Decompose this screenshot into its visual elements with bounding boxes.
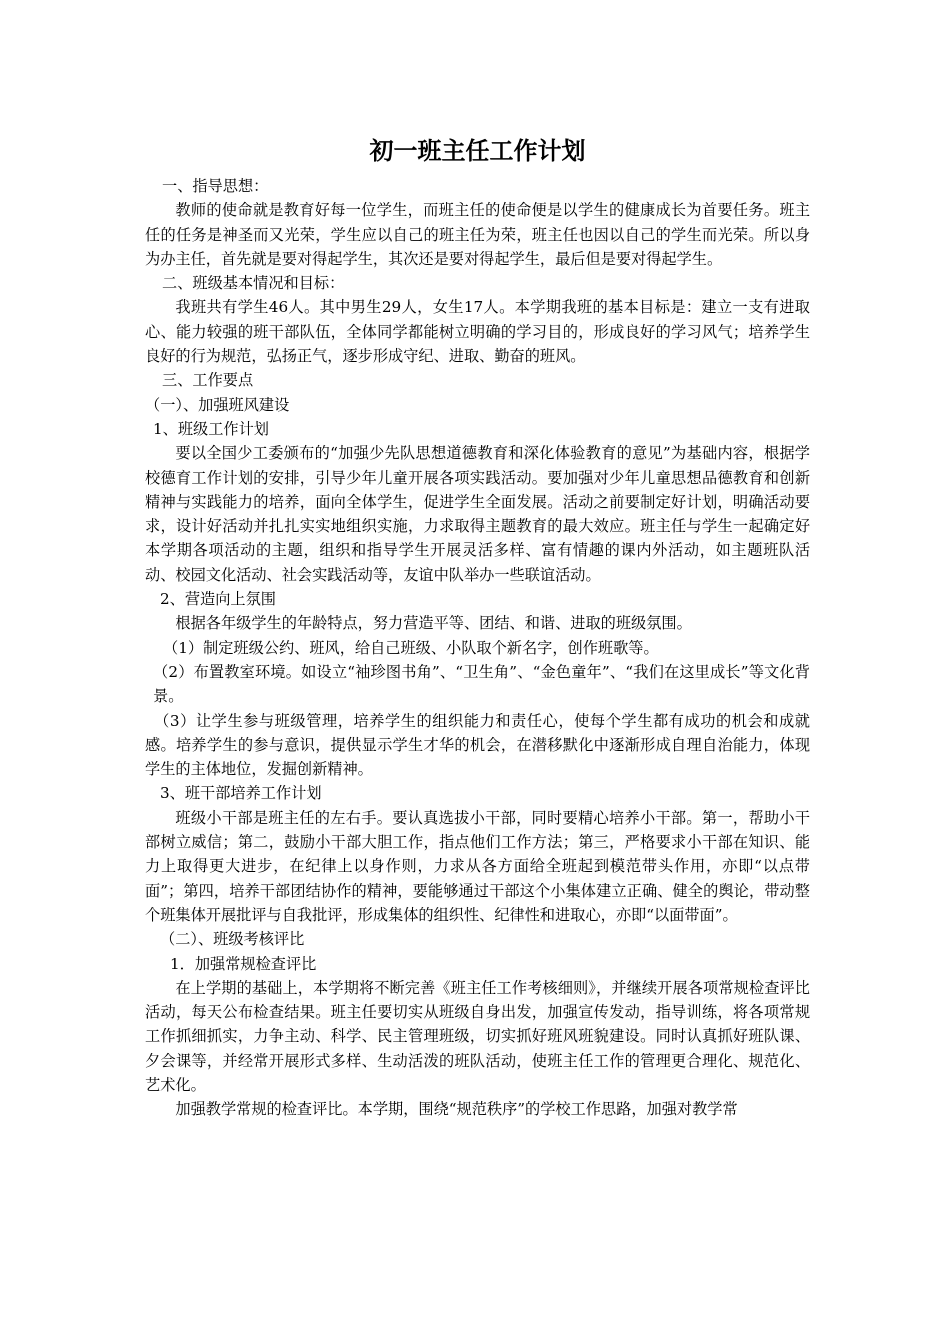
item-heading: 1、班级工作计划 [153,419,269,438]
list-item: （3）让学生参与班级管理，培养学生的组织能力和责任心，使每个学生都有成功的机会和成就感。培养学生的参与意识，提供显示学生才华的机会，在潜移默化中逐渐形成自理自治能力，体现学生的主体地位，发掘创新精神。 [145,711,810,779]
item-heading: 3、班干部培养工作计划 [160,784,322,803]
paragraph: 根据各年级学生的年龄特点，努力营造平等、团结、和谐、进取的班级氛围。 [175,614,692,633]
item-heading: 2、营造向上氛围 [160,590,276,609]
item-heading: 1．加强常规检查评比 [170,954,317,973]
paragraph: 班级小干部是班主任的左右手。要认真选拔小干部，同时要精心培养小干部。第一，帮助小干部树立威信；第二，鼓励小干部大胆工作，指点他们工作方法；第三，严格要求小干部在知识、能力上取得更大进步，在纪律上以身作则，力求从各方面给全班起到模范带头作用，亦即“以点带面”；第四，培养干部团结协作的精神，要能够通过干部这个小集体建立正确、健全的舆论，带动整个班集体开展批评与自我批评，形成集体的组织性、纪律性和进取心，亦即“以面带面”。 [145,808,810,924]
section-heading-3: 三、工作要点 [162,371,254,390]
paragraph: 我班共有学生46人。其中男生29人，女生17人。本学期我班的基本目标是：建立一支有进取心、能力较强的班干部队伍，全体同学都能树立明确的学习目的，形成良好的学习风气；培养学生良好的行为规范，弘扬正气，逐步形成守纪、进取、勤奋的班风。 [145,298,810,366]
list-item: （1）制定班级公约、班风，给自己班级、小队取个新名字，创作班歌等。 [163,638,659,657]
section-heading-2: 二、班级基本情况和目标： [162,274,345,293]
paragraph: 教师的使命就是教育好每一位学生，而班主任的使命便是以学生的健康成长为首要任务。班主任的任务是神圣而又光荣，学生应以自己的班主任为荣，班主任也因以自己的学生而光荣。所以身为办主任，首先就是要对得起学生，其次还是要对得起学生，最后但是要对得起学生。 [145,201,810,268]
document-title: 初一班主任工作计划 [369,136,586,165]
paragraph: 在上学期的基础上，本学期将不断完善《班主任工作考核细则》，并继续开展各项常规检查评比活动，每天公布检查结果。班主任要切实从班级自身出发，加强宣传发动，指导训练，将各项常规工作抓细抓实，力争主动、科学、民主管理班级，切实抓好班风班貌建设。同时认真抓好班队课、夕会课等，并经常开展形式多样、生动活泼的班队活动，使班主任工作的管理更合理化、规范化、艺术化。 [145,978,810,1094]
subsection-heading: （二）、班级考核评比 [160,930,305,949]
paragraph: 加强教学常规的检查评比。本学期，围绕“规范秩序”的学校工作思路，加强对教学常 [175,1100,738,1119]
subsection-heading: （一）、加强班风建设 [145,395,290,414]
section-heading-1: 一、指导思想： [162,177,269,195]
document-page [145,130,810,1122]
list-item: （2）布置教室环境。如设立“袖珍图书角”、“卫生角”、“金色童年”、“我们在这里成长”等文化背景。 [153,662,810,706]
paragraph: 要以全国少工委颁布的“加强少先队思想道德教育和深化体验教育的意见”为基础内容，根据学校德育工作计划的安排，引导少年儿童开展各项实践活动。要加强对少年儿童思想品德教育和创新精神与实践能力的培养，面向全体学生，促进学生全面发展。活动之前要制定好计划，明确活动要求，设计好活动并扎扎实实地组织实施，力求取得主题教育的最大效应。班主任与学生一起确定好本学期各项活动的主题，组织和指导学生开展灵活多样、富有情趣的课内外活动，如主题班队活动、校园文化活动、社会实践活动等，友谊中队举办一些联谊活动。 [145,444,810,584]
